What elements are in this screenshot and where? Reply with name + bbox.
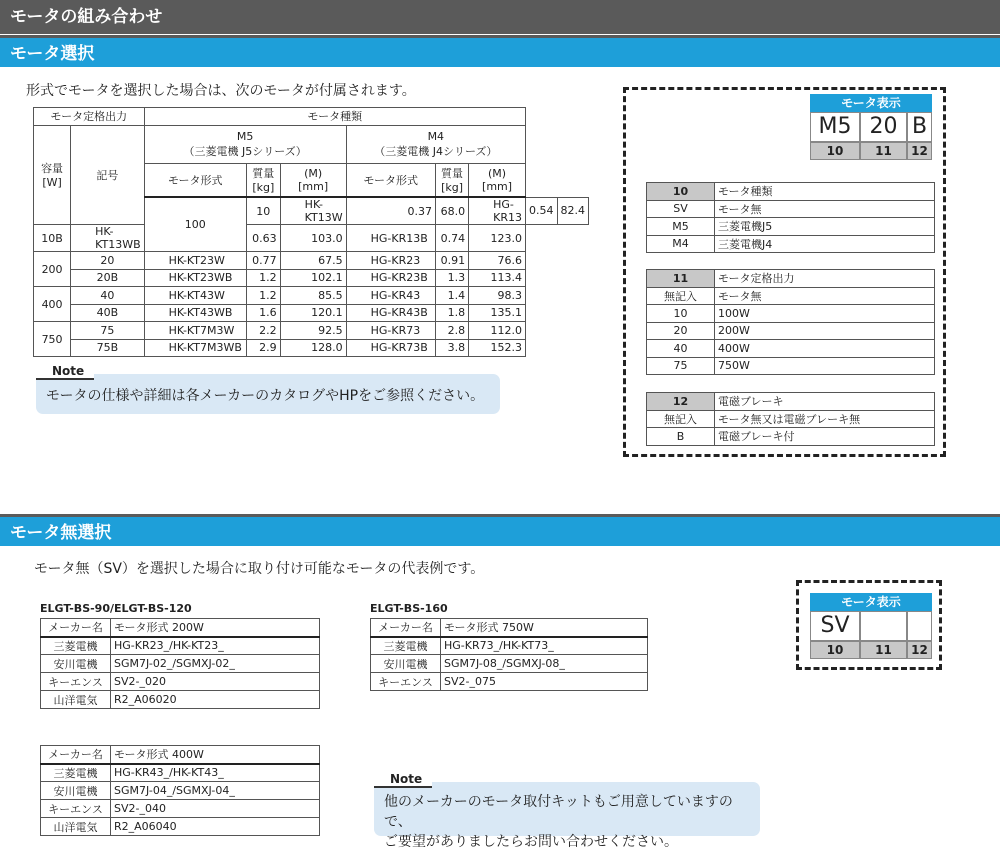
table-row: 40B HK-KT43WB 1.6 120.1 HG-KR43B 1.8 135.1 bbox=[34, 304, 589, 322]
code-table-10: 10 モータ種類 SV モータ無 M5 三菱電機J5 M4 三菱電機J4 bbox=[646, 182, 935, 253]
display-num-12: 12 bbox=[907, 142, 932, 160]
kit-table-2: メーカー名 モータ形式 750W 三菱電機 HG-KR73_/HK-KT73_ 安川電機 SGM7J-08_/SGMXJ-08_ キーエンス SV2-_075 bbox=[370, 618, 648, 691]
note-text-2 bbox=[384, 792, 760, 848]
m4-name: M4 bbox=[427, 129, 445, 143]
note-box-2 bbox=[374, 772, 760, 848]
header-output: モータ定格出力 bbox=[34, 108, 145, 126]
note-label-1: Note bbox=[36, 362, 94, 380]
note-line-1: 他のメーカーのモータ取付キットもご用意していますので、 bbox=[384, 794, 733, 830]
display-num-10-2: 10 bbox=[810, 641, 860, 659]
section-header-motor-select: モータ選択 bbox=[0, 35, 1000, 67]
section1-intro: 形式でモータを選択した場合は、次のモータが付属されます。 bbox=[26, 83, 416, 99]
header-m4-mass: 質量 [kg] bbox=[435, 163, 468, 197]
display-value-10-2: SV bbox=[810, 611, 860, 641]
header-m4 bbox=[346, 125, 525, 163]
code-table-11: 11 モータ定格出力 無記入 モータ無 10 100W 20 200W 40 400W 75 750W bbox=[646, 269, 935, 375]
header-capacity: 容量[W] bbox=[34, 125, 71, 225]
kit-title-1: ELGT-BS-90/ELGT-BS-120 bbox=[40, 602, 192, 615]
note-label-2: Note bbox=[374, 770, 432, 788]
m4-series: （三菱電機 J4シリーズ） bbox=[374, 144, 498, 158]
header-m5-model: モータ形式 bbox=[144, 163, 246, 197]
m5-name: M5 bbox=[236, 129, 254, 143]
motor-display-title-2: モータ表示 bbox=[810, 593, 932, 611]
motor-display-1 bbox=[810, 94, 932, 165]
kit-table-1: メーカー名 モータ形式 200W 三菱電機 HG-KR23_/HK-KT23_ 安川電機 SGM7J-02_/SGMXJ-02_ キーエンス SV2-_020 山洋電気 R2_A06020 bbox=[40, 618, 320, 709]
motor-display-title: モータ表示 bbox=[810, 94, 932, 112]
note-box-1 bbox=[36, 364, 500, 414]
display-value-12-2 bbox=[907, 611, 932, 641]
display-value-12: B bbox=[907, 112, 932, 142]
table-row: 750 75 HK-KT7M3W 2.2 92.5 HG-KR73 2.8 112.0 bbox=[34, 322, 589, 340]
header-m5 bbox=[144, 125, 346, 163]
kit-title-2: ELGT-BS-160 bbox=[370, 602, 448, 615]
display-num-12-2: 12 bbox=[907, 641, 932, 659]
header-m4-model: モータ形式 bbox=[346, 163, 435, 197]
display-num-11-2: 11 bbox=[860, 641, 907, 659]
table-row: 400 40 HK-KT43W 1.2 85.5 HG-KR43 1.4 98.3 bbox=[34, 287, 589, 305]
code-table-12: 12 電磁ブレーキ 無記入 モータ無又は電磁ブレーキ無 B 電磁ブレーキ付 bbox=[646, 392, 935, 446]
header-m4-m: (M) [mm] bbox=[469, 163, 526, 197]
display-value-11: 20 bbox=[860, 112, 907, 142]
display-value-11-2 bbox=[860, 611, 907, 641]
main-header: モータの組み合わせ bbox=[0, 0, 1000, 34]
header-m5-m: (M) [mm] bbox=[280, 163, 346, 197]
note-text-1: モータの仕様や詳細は各メーカーのカタログやHPをご参照ください。 bbox=[46, 388, 485, 404]
kit-table-3: メーカー名 モータ形式 400W 三菱電機 HG-KR43_/HK-KT43_ 安川電機 SGM7J-04_/SGMXJ-04_ キーエンス SV2-_040 山洋電気 R2_A06040 bbox=[40, 745, 320, 836]
m5-series: （三菱電機 J5シリーズ） bbox=[183, 144, 307, 158]
section-header-no-motor: モータ無選択 bbox=[0, 514, 1000, 546]
table-row: 200 20 HK-KT23W 0.77 67.5 HG-KR23 0.91 76.6 bbox=[34, 252, 589, 270]
display-value-10: M5 bbox=[810, 112, 860, 142]
display-num-10: 10 bbox=[810, 142, 860, 160]
table-row: 10B HK-KT13WB 0.63 103.0 HG-KR13B 0.74 123.0 bbox=[34, 225, 589, 252]
section2-intro: モータ無（SV）を選択した場合に取り付け可能なモータの代表例です。 bbox=[34, 561, 485, 577]
header-symbol: 記号 bbox=[71, 125, 145, 225]
note-line-2: ご要望がありましたらお問い合わせください。 bbox=[384, 834, 678, 848]
header-types: モータ種類 bbox=[144, 108, 525, 126]
motor-display-2 bbox=[810, 593, 932, 664]
display-num-11: 11 bbox=[860, 142, 907, 160]
table-row: 75B HK-KT7M3WB 2.9 128.0 HG-KR73B 3.8 152.3 bbox=[34, 339, 589, 357]
header-m5-mass: 質量 [kg] bbox=[246, 163, 280, 197]
table-row: 100 10 HK-KT13W 0.37 68.0 HG-KR13 0.54 82.4 bbox=[34, 197, 589, 225]
table-row: 20B HK-KT23WB 1.2 102.1 HG-KR23B 1.3 113.4 bbox=[34, 269, 589, 287]
motor-table bbox=[33, 107, 589, 357]
